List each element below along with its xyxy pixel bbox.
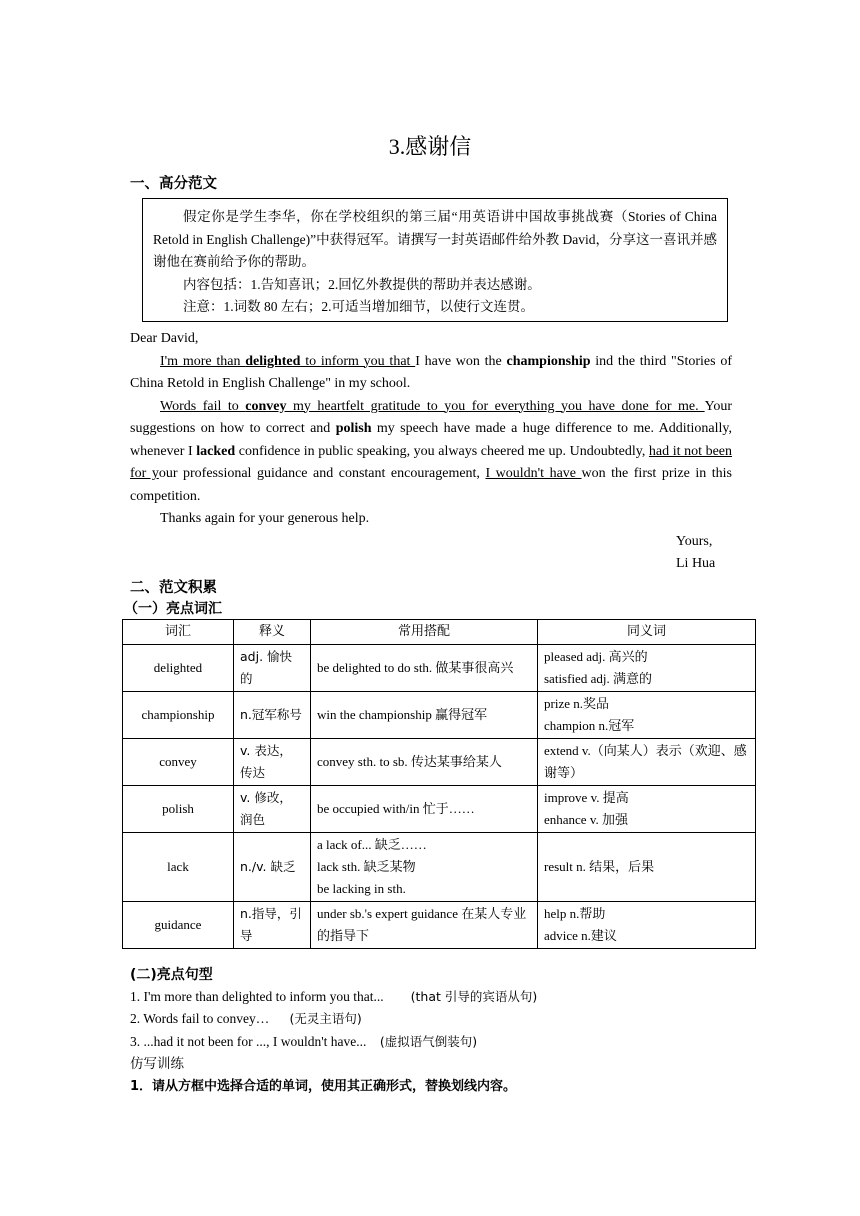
cell-word: championship — [123, 692, 234, 739]
letter-paragraph-3: Thanks again for your generous help. — [160, 511, 370, 526]
cell-word: lack — [123, 833, 234, 902]
table-row — [123, 786, 756, 833]
vocabulary-table — [122, 619, 756, 949]
underlined-phrase: I wouldn't have — [485, 466, 582, 481]
task-description: 假定你是学生李华，你在学校组织的第三届“用英语讲中国故事挑战赛（Stories of China Retold in English Challenge)”中获得冠军。请撰写一封英语邮件给外教 David，分享这一喜讯并感谢他在赛前给予你的帮助。 — [153, 209, 717, 269]
table-row — [123, 902, 756, 949]
cell-meaning: v. 表达，传达 — [234, 739, 311, 786]
cell-synonyms: help n.帮助 advice n.建议 — [538, 902, 756, 949]
cell-meaning: n./v. 缺乏 — [234, 833, 311, 902]
section-heading-model-essay: 一、高分范文 — [130, 176, 217, 192]
cell-word: polish — [123, 786, 234, 833]
header-synonyms: 同义词 — [538, 620, 756, 645]
model-letter — [130, 328, 732, 576]
cell-meaning: n.冠军称号 — [234, 692, 311, 739]
cell-collocation: be delighted to do sth. 做某事很高兴 — [311, 645, 538, 692]
cell-word: guidance — [123, 902, 234, 949]
cell-synonyms: result n. 结果，后果 — [538, 833, 756, 902]
sentence-pattern-1: 1. I'm more than delighted to inform you that... (that 引导的宾语从句) — [130, 989, 538, 1004]
letter-greeting: Dear David, — [130, 331, 199, 346]
keyword-lacked: lacked — [196, 443, 236, 459]
page-title: 3.感谢信 — [388, 134, 472, 159]
keyword-championship: championship — [506, 353, 591, 369]
cell-word: delighted — [123, 645, 234, 692]
table-row — [123, 692, 756, 739]
header-meaning: 释义 — [234, 620, 311, 645]
header-collocation: 常用搭配 — [311, 620, 538, 645]
table-row — [123, 645, 756, 692]
cell-word: convey — [123, 739, 234, 786]
underlined-phrase: had it not been for y — [130, 443, 733, 481]
practice-heading: 仿写训练 — [130, 1056, 184, 1072]
section-heading-accumulation: 二、范文积累 — [130, 580, 217, 596]
cell-collocation: a lack of... 缺乏…… lack sth. 缺乏某物 be lacking in sth. — [311, 833, 538, 902]
subheading-sentences: (二)亮点句型 — [130, 967, 213, 983]
letter-closing: Yours, — [676, 533, 713, 549]
underlined-sentence: Words fail to convey my heartfelt gratitude to you for everything you have done for me. — [160, 398, 705, 414]
table-row — [123, 833, 756, 902]
letter-signature: Li Hua — [676, 556, 716, 571]
cell-collocation: under sb.'s expert guidance 在某人专业的指导下 — [311, 902, 538, 949]
header-word: 词汇 — [123, 620, 234, 645]
underlined-phrase: I'm more than delighted to inform you that — [160, 353, 416, 369]
keyword-delighted: delighted — [245, 353, 301, 369]
cell-collocation: convey sth. to sb. 传达某事给某人 — [311, 739, 538, 786]
task-box — [142, 198, 728, 322]
cell-synonyms: extend v.（向某人）表示（欢迎、感谢等） — [538, 739, 756, 786]
table-header-row — [123, 620, 756, 645]
letter-paragraph-1: I'm more than delighted to inform you that I have won the championship ind the third "Stories of China Retold in English Challenge" in my school. — [130, 353, 732, 391]
cell-meaning: v. 修改，润色 — [234, 786, 311, 833]
cell-meaning: n.指导，引导 — [234, 902, 311, 949]
cell-synonyms: improve v. 提高 enhance v. 加强 — [538, 786, 756, 833]
cell-synonyms: prize n.奖品 champion n.冠军 — [538, 692, 756, 739]
sentence-pattern-2: 2. Words fail to convey… (无灵主语句) — [130, 1011, 362, 1026]
subheading-vocabulary: （一）亮点词汇 — [124, 601, 222, 617]
sentence-pattern-3: 3. ...had it not been for ..., I wouldn't have... (虚拟语气倒装句) — [130, 1034, 478, 1049]
cell-collocation: be occupied with/in 忙于…… — [311, 786, 538, 833]
exercise-instruction: 1．请从方框中选择合适的单词，使用其正确形式，替换划线内容。 — [130, 1079, 517, 1094]
table-row — [123, 739, 756, 786]
cell-meaning: adj. 愉快的 — [234, 645, 311, 692]
keyword-polish: polish — [335, 421, 372, 436]
task-note: 注意：1.词数 80 左右；2.可适当增加细节，以使行文连贯。 — [183, 299, 534, 314]
cell-synonyms: pleased adj. 高兴的 satisfied adj. 满意的 — [538, 645, 756, 692]
keyword-convey: convey — [245, 398, 287, 414]
cell-collocation: win the championship 赢得冠军 — [311, 692, 538, 739]
task-content: 内容包括：1.告知喜讯；2.回忆外教提供的帮助并表达感谢。 — [183, 276, 541, 292]
letter-paragraph-2: Words fail to convey my heartfelt gratitude to you for everything you have done for me. Your suggestions on how to correct and polish my speech have made a huge difference to me. Additionally, whenever I lacked confidence in public speaking, you always cheered me up. Undoubtedly, had it not been for your professional guidance and constant encouragement, I wouldn't have won the first prize in this competition. — [130, 398, 733, 504]
